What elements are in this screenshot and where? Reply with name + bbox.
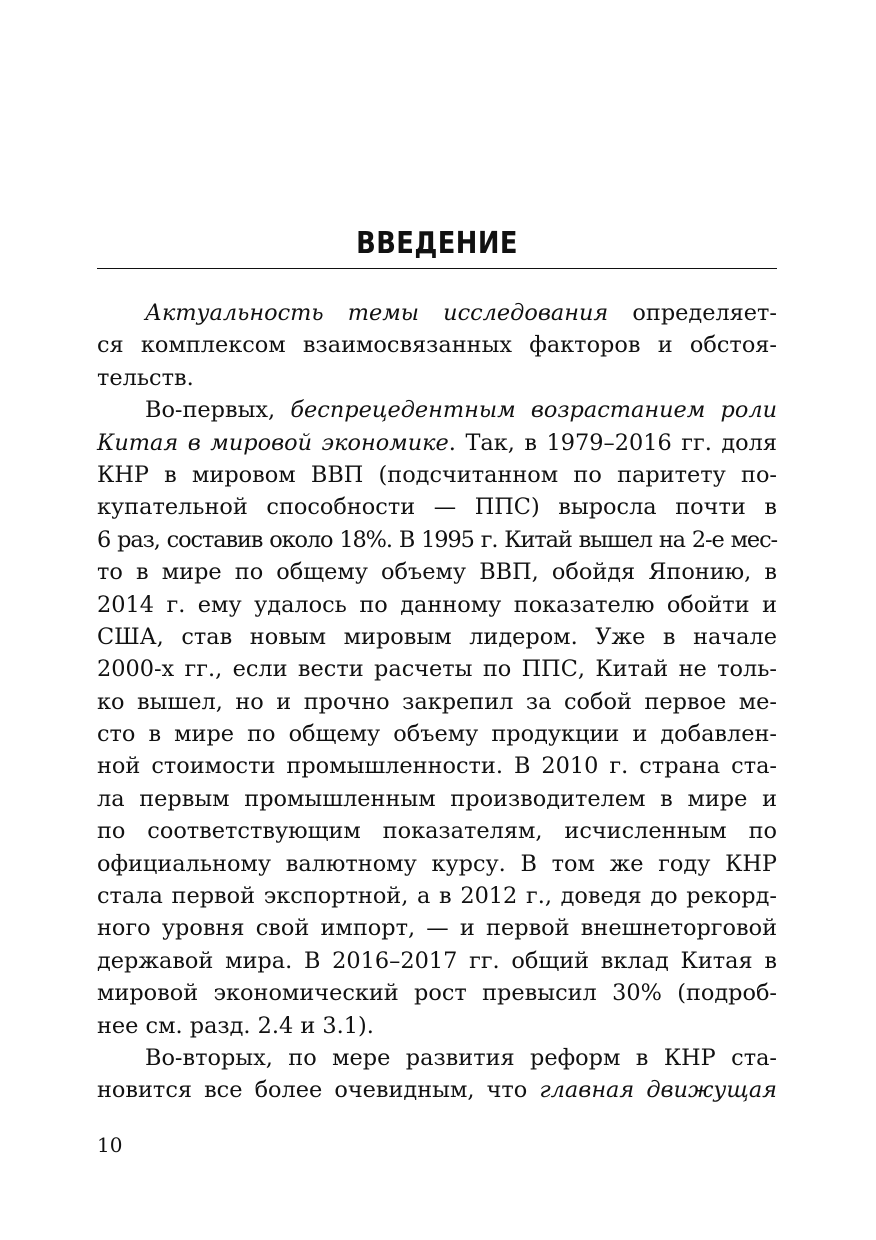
text-line: нее см. разд. 2.4 и 3.1).	[97, 1012, 374, 1039]
heading-rule	[97, 268, 777, 269]
text-line: стала первой экспортной, а в 2012 г., доведя до рекорд-	[97, 883, 777, 910]
text-line: Во-вторых, по мере развития реформ в КНР ста-	[145, 1044, 777, 1071]
text-line: то в мире по общему объему ВВП, обойдя Японию, в	[97, 559, 777, 586]
italic-phrase: главная движущая	[539, 1077, 778, 1104]
text-line: ся комплексом взаимосвязанных факторов и обстоя-	[97, 332, 777, 359]
line-text: определяет-	[608, 300, 777, 326]
text-line: державой мира. В 2016–2017 гг. общий вклад Китая в	[97, 947, 777, 974]
text-line: ко вышел, но и прочно закрепил за собой первое ме-	[97, 688, 777, 715]
text-line: тельств.	[97, 364, 194, 391]
text-line	[97, 297, 777, 329]
section-heading: ВВЕДЕНИЕ	[356, 226, 518, 261]
line-text: . Так, в 1979–2016 гг. доля	[448, 429, 778, 456]
text-line: официальному валютному курсу. В том же году КНР	[97, 850, 777, 877]
italic-phrase: беспрецедентным возрастанием роли	[290, 397, 778, 424]
italic-phrase: Актуальность темы исследования	[145, 300, 609, 326]
text-line	[97, 427, 777, 459]
line-text: Во-первых,	[145, 397, 291, 424]
text-line: мировой экономический рост превысил 30% (подроб-	[97, 980, 777, 1007]
text-line: купательной способности — ППС) выросла почти в	[97, 494, 777, 521]
line-text: новится все более очевидным, что	[97, 1077, 540, 1104]
text-line	[97, 1074, 777, 1106]
text-line: ла первым промышленным производителем в мире и	[97, 785, 777, 812]
text-line: ной стоимости промышленности. В 2010 г. страна ста-	[97, 753, 777, 780]
text-line: ного уровня свой импорт, — и первой внешнеторговой	[97, 915, 777, 942]
page-number: 10	[97, 1133, 123, 1157]
text-line: США, став новым мировым лидером. Уже в начале	[97, 623, 777, 650]
body-text	[97, 297, 777, 1107]
text-line: 2000-х гг., если вести расчеты по ППС, Китай не толь-	[97, 656, 777, 683]
italic-phrase: Китая в мировой экономике	[97, 429, 449, 456]
text-line: 6 раз, составив около 18%. В 1995 г. Китай вышел на 2-е мес-	[97, 526, 777, 553]
text-line: сто в мире по общему объему продукции и добавлен-	[97, 721, 777, 748]
text-line: по соответствующим показателям, исчисленным по	[97, 818, 777, 845]
text-line: 2014 г. ему удалось по данному показателю обойти и	[97, 591, 777, 618]
text-line: КНР в мировом ВВП (подсчитанном по паритету по-	[97, 461, 777, 488]
text-line	[97, 394, 777, 426]
